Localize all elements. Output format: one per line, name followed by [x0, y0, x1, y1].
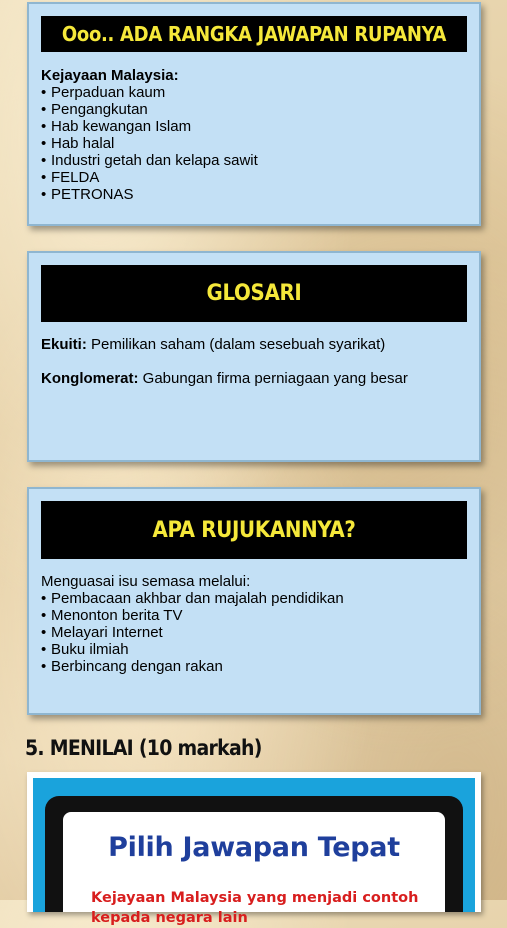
quiz-device-frame [45, 796, 463, 926]
quiz-screen [63, 812, 445, 926]
achievements-list [41, 84, 469, 203]
glossary-definition: Gabungan firma perniagaan yang besar [138, 370, 408, 387]
list-item: • Menonton berita TV [41, 607, 469, 624]
list-item: • Melayari Internet [41, 624, 469, 641]
quiz-title: Pilih Jawapan Tepat [108, 832, 400, 863]
references-intro: Menguasai isu semasa melalui: [41, 573, 251, 590]
list-item: • FELDA [41, 169, 469, 186]
list-item: • Buku ilmiah [41, 641, 469, 658]
glossary-term: Ekuiti: [41, 336, 87, 353]
list-item: • Berbincang dengan rakan [41, 658, 469, 675]
list-item: • Pembacaan akhbar dan majalah pendidikan [41, 590, 469, 607]
glossary-card [27, 251, 481, 462]
glossary-entry [41, 336, 469, 353]
list-item: • Perpaduan kaum [41, 84, 469, 101]
glossary-term: Konglomerat: [41, 370, 139, 387]
list-item: • PETRONAS [41, 186, 469, 203]
references-list [41, 590, 469, 675]
references-card [27, 487, 481, 715]
achievements-heading: Kejayaan Malaysia: [41, 67, 179, 84]
answer-outline-card [27, 2, 481, 226]
glossary-entry [41, 370, 469, 387]
quiz-preview[interactable] [27, 772, 481, 926]
quiz-question: Kejayaan Malaysia yang menjadi contoh kepada negara lain [91, 890, 419, 926]
list-item: • Industri getah dan kelapa sawit [41, 152, 469, 169]
glossary-title: GLOSARI [41, 265, 467, 322]
section-heading: 5. MENILAI (10 markah) [25, 736, 262, 760]
glossary-definition: Pemilikan saham (dalam sesebuah syarikat) [86, 336, 386, 353]
quiz-frame-border [33, 778, 475, 926]
answer-outline-title: Ooo.. ADA RANGKA JAWAPAN RUPANYA [41, 16, 467, 52]
references-title: APA RUJUKANNYA? [41, 501, 467, 559]
list-item: • Hab halal [41, 135, 469, 152]
list-item: • Pengangkutan [41, 101, 469, 118]
list-item: • Hab kewangan Islam [41, 118, 469, 135]
